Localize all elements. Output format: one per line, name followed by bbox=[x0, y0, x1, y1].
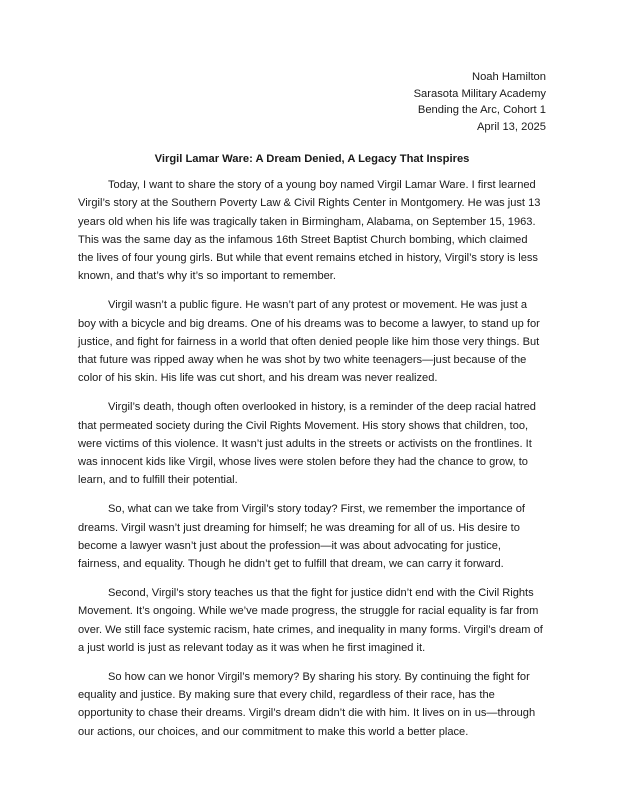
essay-paragraph-4: So, what can we take from Virgil’s story today? First, we remember the importance of dreams. Virgil wasn’t just dreaming for himself; he was dreaming for all of us. His desire to become a lawyer wasn’t just about the profession—it was about advocating for justice, fairness, and equality. Though he didn’t get to fulfill that dream, we can carry it forward. bbox=[78, 503, 526, 571]
essay-paragraph-6: So how can we honor Virgil’s memory? By sharing his story. By continuing the fight for equality and justice. By making sure that every child, regardless of their race, has the opportunity to chase their dreams. Virgil’s dream didn’t die with him. It lives on in us—through our actions, our choices, and our commitment to make this world a better place. bbox=[78, 670, 536, 738]
school-name: Sarasota Military Academy bbox=[413, 87, 546, 100]
essay-paragraph-3: Virgil’s death, though often overlooked in history, is a reminder of the deep racial hatred that permeated society during the Civil Rights Movement. His story shows that children, too, were victims of this violence. It wasn’t just adults in the streets or activists on the frontlines. It was innocent kids like Virgil, whose lives were stolen before they had the chance to grow, to learn, and to fulfill their potential. bbox=[78, 401, 536, 487]
essay-title: Virgil Lamar Ware: A Dream Denied, A Legacy That Inspires bbox=[154, 153, 470, 165]
essay-paragraph-2: Virgil wasn’t a public figure. He wasn’t part of any protest or movement. He was just a boy with a bicycle and big dreams. One of his dreams was to become a lawyer, to stand up for justice, and fight for fairness in a world that often denied people like him those very things. But that future was ripped away when he was shot by two white teenagers—just because of the color of his skin. His life was cut short, and his dream was never realized. bbox=[78, 299, 540, 385]
author-header bbox=[78, 69, 546, 135]
author-name: Noah Hamilton bbox=[472, 71, 546, 83]
document-date: April 13, 2025 bbox=[476, 120, 546, 133]
essay-paragraph-1: Today, I want to share the story of a young boy named Virgil Lamar Ware. I first learned Virgil’s story at the Southern Poverty Law & Civil Rights Center in Montgomery. He was just 13 years old when his life was tragically taken in Birmingham, Alabama, on September 15, 1963. This was the same day as the infamous 16th Street Baptist Church bombing, which claimed the lives of four young girls. But while that event remains etched in history, Virgil’s story is less known, and that’s why it’s so important to remember. bbox=[78, 179, 541, 283]
essay-paragraph-5: Second, Virgil’s story teaches us that the fight for justice didn’t end with the Civil Rights Movement. It’s ongoing. While we’ve made progress, the struggle for racial equality is far from over. We still face systemic racism, hate crimes, and inequality in many forms. Virgil’s dream of a just world is just as relevant today as it was when he first imagined it. bbox=[78, 586, 543, 654]
program-name: Bending the Arc, Cohort 1 bbox=[417, 104, 546, 116]
